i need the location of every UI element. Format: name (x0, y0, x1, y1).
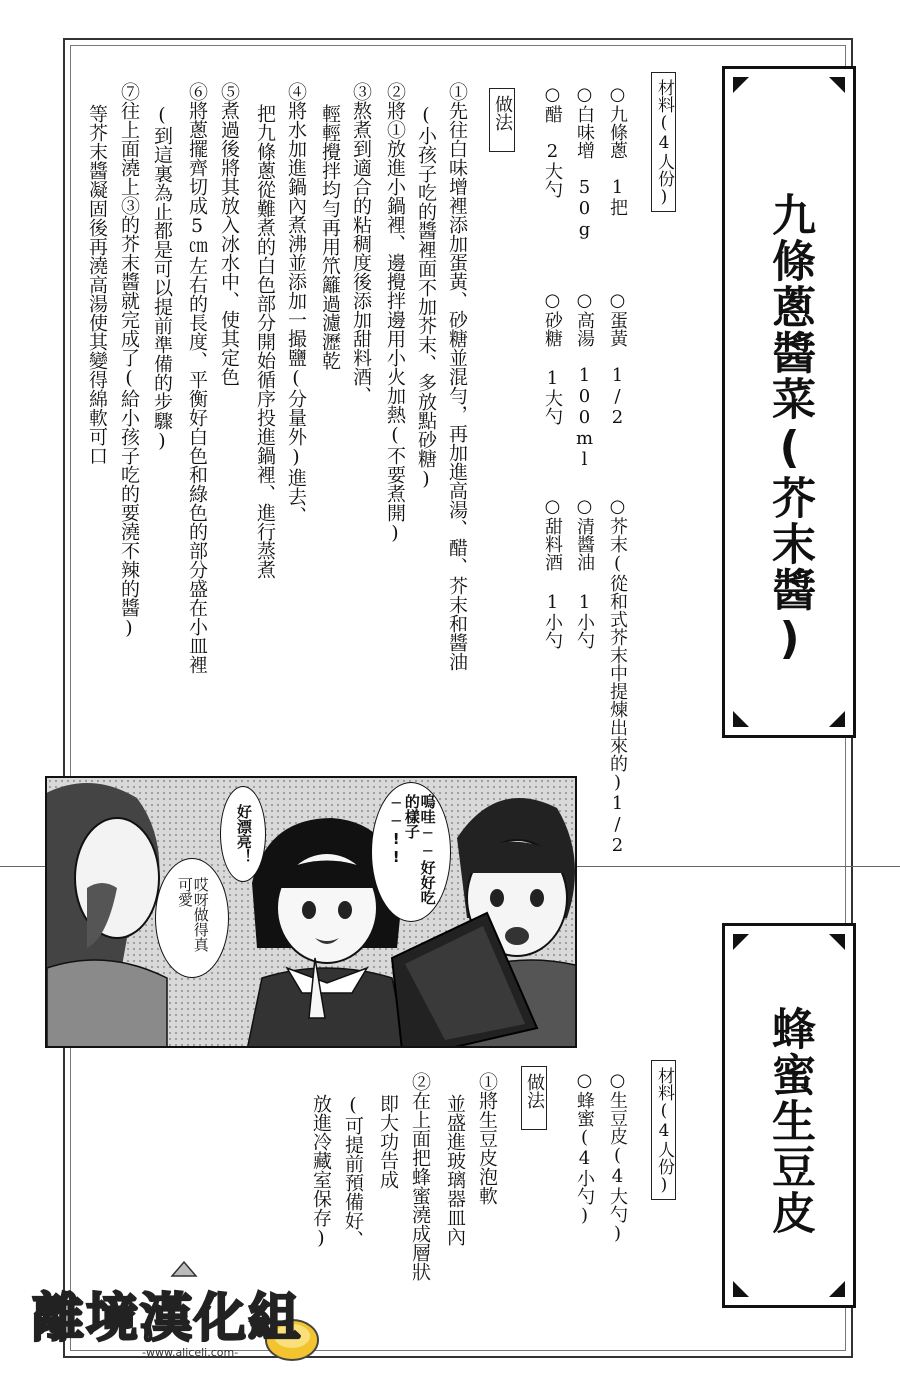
method-step: ⑦往上面澆上③的芥末醬就完成了(給小孩子吃的要澆不辣的醬) (118, 82, 140, 639)
ingredient: ○九條蔥 1把 (607, 84, 628, 216)
recipe2-title: 蜂蜜生豆皮 (764, 1006, 815, 1236)
speech-bubble (220, 786, 266, 882)
ingredient: ○高湯 100ml (574, 290, 595, 470)
recipe2-ingredients-label: 材料(4人份) (651, 1060, 676, 1200)
speech-bubble (155, 858, 229, 978)
watermark-logo (22, 1258, 322, 1368)
corner-triangle-icon (829, 934, 845, 950)
method-step: ⑤煮過後將其放入冰水中、使其定色 (218, 82, 240, 386)
speech-text: 好漂亮！ (234, 804, 253, 864)
method-step: ①先往白味增裡添加蛋黃、砂糖並混勻，再加進高湯、醋、芥末和醬油 (446, 82, 468, 671)
logo-url: -www.alicelj.com- (142, 1346, 239, 1359)
corner-triangle-icon (829, 77, 845, 93)
method-step: (小孩子吃的醬裡面不加芥末、多放點砂糖) (415, 104, 437, 490)
corner-triangle-icon (733, 711, 749, 727)
ingredient: ○蜂蜜(4小勺) (574, 1070, 595, 1226)
method-step: (可提前預備好、 (342, 1094, 364, 1249)
ingredient: ○砂糖 1大勺 (542, 290, 563, 425)
speech-text: 嗚哇──好好吃的樣子──!! (387, 794, 437, 905)
recipe2-title-box (722, 923, 856, 1308)
ingredient: ○醋 2大勺 (542, 84, 563, 198)
corner-triangle-icon (733, 77, 749, 93)
method-step: ②將①放進小鍋裡、邊攪拌邊用小火加熱(不要煮開) (384, 82, 406, 544)
method-step: ②在上面把蜂蜜澆成層狀 (409, 1072, 431, 1281)
ingredient: ○生豆皮(4大勺) (607, 1070, 628, 1244)
recipe1-title: 九條蔥醬菜(芥末醬) (764, 192, 815, 666)
corner-triangle-icon (733, 934, 749, 950)
recipe1-title-box (722, 66, 856, 738)
method-step: (到這裏為止都是可以提前準備的步驟) (151, 104, 173, 452)
speech-text: 哎呀做得真可愛 (176, 877, 210, 952)
recipe2-method-label: 做法 (521, 1066, 547, 1130)
method-step: 輕輕攪拌均勻再用笊籬過濾瀝乾 (319, 104, 341, 370)
method-step: ③熬煮到適合的粘稠度後添加甜料酒、 (350, 82, 372, 405)
ingredient: ○蛋黃 1/2 (607, 290, 628, 428)
method-step: 即大功告成 (377, 1094, 399, 1189)
manga-panel (45, 776, 577, 1048)
method-step: ⑥將蔥擺齊切成5㎝左右的長度、平衡好白色和綠色的部分盛在小皿裡 (186, 82, 208, 674)
method-step: ④將水加進鍋內煮沸並添加一撮鹽(分量外)進去、 (285, 82, 307, 525)
corner-triangle-icon (829, 1281, 845, 1297)
recipe1-method-label: 做法 (489, 88, 515, 152)
ingredient: ○芥末(從和式芥末中提煉出來的)1/2 (607, 496, 628, 856)
ingredient: ○清醬油 1小勺 (574, 496, 595, 649)
ingredient: ○甜料酒 1小勺 (542, 496, 563, 649)
ingredient: ○白味增 50g (574, 84, 595, 240)
method-step: 放進冷藏室保存) (310, 1094, 332, 1249)
recipe1-ingredients-label: 材料(4人份) (651, 72, 676, 212)
method-step: 並盛進玻璃器皿內 (444, 1094, 466, 1246)
method-step: 等芥末醬凝固後再澆高湯使其變得綿軟可口 (86, 104, 108, 465)
logo-text: 離境漢化組 (32, 1288, 303, 1349)
corner-triangle-icon (829, 711, 845, 727)
method-step: 把九條蔥從難煮的白色部分開始循序投進鍋裡、進行蒸煮 (254, 104, 276, 579)
method-step: ①將生豆皮泡軟 (476, 1072, 498, 1205)
speech-bubble (371, 782, 451, 922)
panel-illustration (47, 778, 577, 1048)
corner-triangle-icon (733, 1281, 749, 1297)
